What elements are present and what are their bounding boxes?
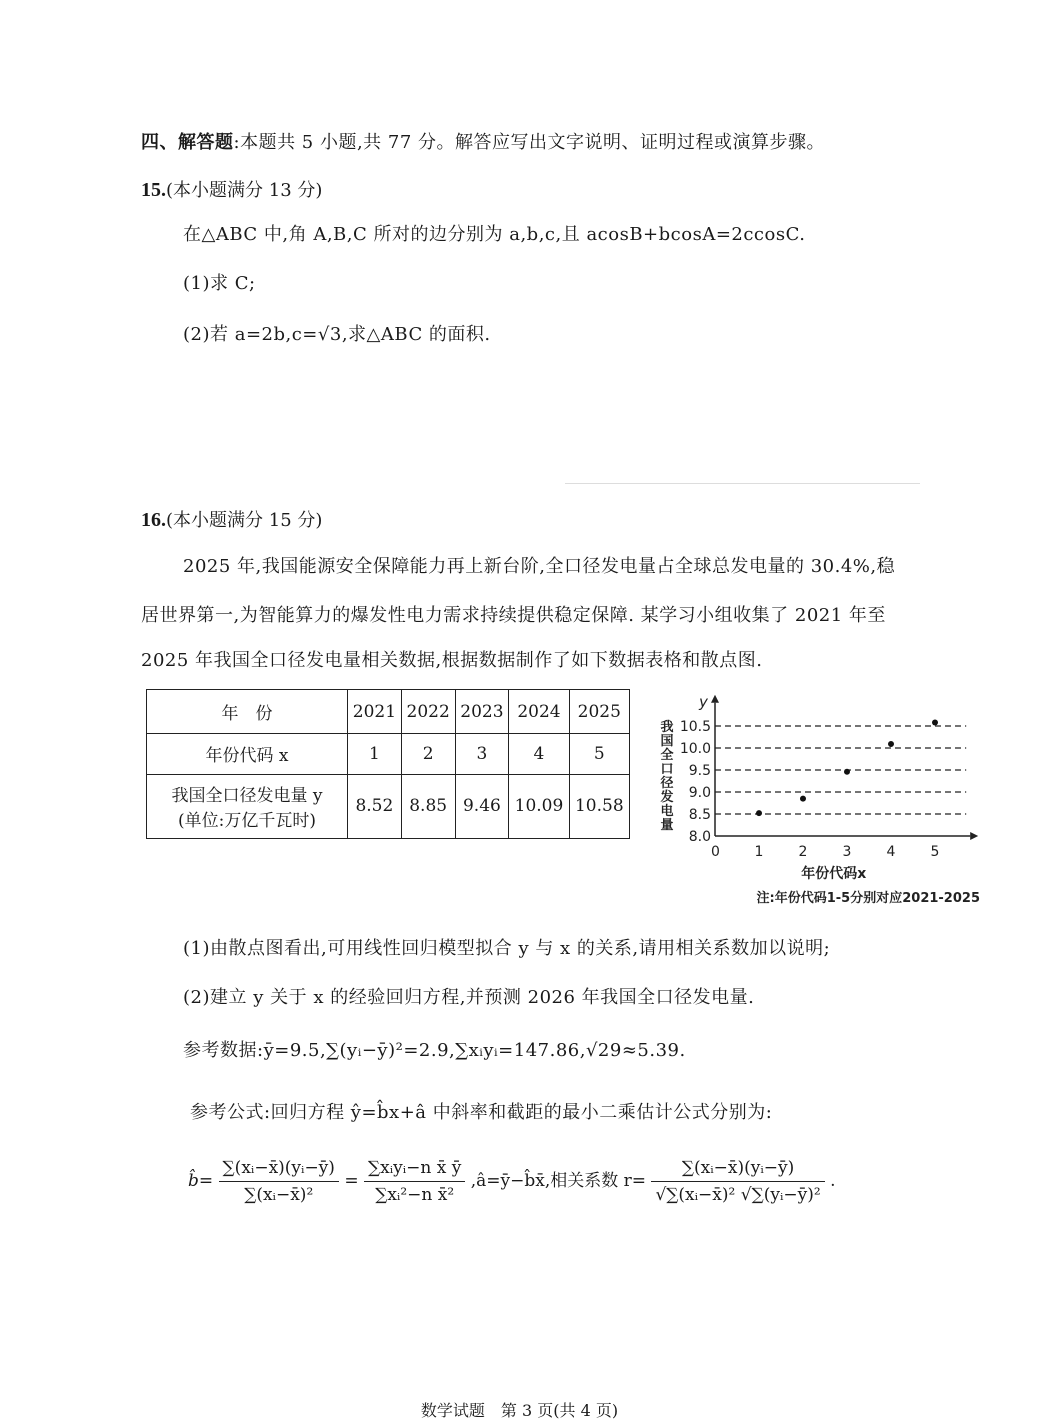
- scatter-chart: [645, 682, 990, 912]
- formula-num-2: ∑xᵢyᵢ−n x̄ ȳ: [364, 1158, 465, 1182]
- table-row-years: [147, 690, 630, 734]
- formula-fraction-1: [219, 1158, 339, 1205]
- origin-label: 0: [711, 844, 720, 860]
- formula-fraction-r: [651, 1158, 824, 1205]
- q15-score: (本小题满分 13 分): [166, 180, 323, 201]
- table-cell: 2023: [455, 690, 509, 734]
- x-tick-label: 5: [930, 844, 940, 860]
- q16-number: 16.: [141, 509, 166, 531]
- chart-xlabel: 年份代码x: [801, 866, 867, 882]
- y-axis-name: y: [699, 692, 708, 711]
- table-header-value: [147, 774, 348, 838]
- page-footer: 数学试题 第 3 页(共 4 页): [420, 1401, 619, 1420]
- y-axis-arrow: [711, 695, 719, 703]
- q16-score: (本小题满分 15 分): [166, 510, 323, 531]
- formula-fraction-2: [364, 1158, 465, 1205]
- x-tick-label: 2: [798, 844, 808, 860]
- table-header-code: 年份代码 x: [147, 734, 348, 774]
- table-header-value-line2: (单位:万亿千瓦时): [178, 811, 316, 832]
- formula-end: .: [830, 1171, 836, 1191]
- formula-num-1: ∑(xᵢ−x̄)(yᵢ−ȳ): [219, 1158, 339, 1182]
- table-cell: 10.58: [569, 774, 629, 838]
- q15-part1: (1)求 C;: [183, 273, 256, 294]
- formula-den-1: ∑(xᵢ−x̄)²: [244, 1185, 314, 1205]
- table-row-values: [147, 774, 630, 838]
- q16-header: [141, 506, 322, 532]
- table-cell: 4: [509, 734, 569, 774]
- y-tick-label: 9.0: [688, 785, 711, 801]
- q16-para3: 2025 年我国全口径发电量相关数据,根据数据制作了如下数据表格和散点图.: [141, 650, 763, 671]
- divider-line: [565, 483, 920, 484]
- formula-block: [188, 1158, 835, 1205]
- formula-den-2: ∑xᵢ²−n x̄²: [375, 1185, 455, 1205]
- formula-den-r: √∑(xᵢ−x̄)² √∑(yᵢ−ȳ)²: [655, 1185, 821, 1205]
- data-points: [756, 719, 938, 816]
- data-point: [932, 719, 938, 725]
- table-row-codes: [147, 734, 630, 774]
- table-cell: 8.52: [348, 774, 402, 838]
- q15-stem: 在△ABC 中,角 A,B,C 所对的边分别为 a,b,c,且 acosB+bcosA=2ccosC.: [183, 224, 806, 245]
- q16-ref-data: 参考数据:ȳ=9.5,∑(yᵢ−ȳ)²=2.9,∑xᵢyᵢ=147.86,√29≈5.39.: [183, 1040, 686, 1061]
- formula-b-hat: b̂=: [188, 1171, 214, 1191]
- q15-part2: (2)若 a=2b,c=√3,求△ABC 的面积.: [183, 324, 491, 345]
- y-tick-label: 8.0: [688, 829, 711, 845]
- table-cell: 10.09: [509, 774, 569, 838]
- table-cell: 2022: [401, 690, 455, 734]
- q15-header: [141, 176, 322, 202]
- table-header-year: 年 份: [147, 690, 348, 734]
- section-desc: :本题共 5 小题,共 77 分。解答应写出文字说明、证明过程或演算步骤。: [233, 132, 826, 153]
- section-title: 四、解答题: [141, 132, 234, 153]
- q16-ref-formula: 参考公式:回归方程 ŷ=b̂x+â 中斜率和截距的最小二乘估计公式分别为:: [190, 1102, 773, 1123]
- data-point: [756, 810, 762, 816]
- x-tick-label: 1: [754, 844, 764, 860]
- q16-part1: (1)由散点图看出,可用线性回归模型拟合 y 与 x 的关系,请用相关系数加以说明;: [183, 938, 831, 959]
- y-tick-label: 10.0: [679, 741, 711, 757]
- chart-note: 注:年份代码1-5分别对应2021-2025: [756, 891, 980, 906]
- q16-part2: (2)建立 y 关于 x 的经验回归方程,并预测 2026 年我国全口径发电量.: [183, 987, 755, 1008]
- y-tick-label: 9.5: [688, 763, 711, 779]
- gridlines: [715, 726, 966, 814]
- data-point: [844, 769, 850, 775]
- table-cell: 8.85: [401, 774, 455, 838]
- y-tick-label: 8.5: [688, 807, 711, 823]
- table-cell: 3: [455, 734, 509, 774]
- table-cell: 5: [569, 734, 629, 774]
- table-cell: 2021: [348, 690, 402, 734]
- formula-eq: =: [344, 1171, 359, 1191]
- table-cell: 2024: [509, 690, 569, 734]
- formula-a-hat: ,â=ȳ−b̂x̄,相关系数 r=: [470, 1171, 647, 1191]
- x-axis-arrow: [970, 832, 978, 840]
- x-tick-label: 4: [886, 844, 896, 860]
- q15-number: 15.: [141, 179, 166, 201]
- chart-ylabel: 我国全口径发电量: [657, 719, 673, 832]
- x-tick-label: 3: [842, 844, 852, 860]
- y-tick-label: 10.5: [679, 719, 711, 735]
- data-point: [800, 796, 806, 802]
- data-point: [888, 741, 894, 747]
- formula-num-r: ∑(xᵢ−x̄)(yᵢ−ȳ): [651, 1158, 824, 1182]
- x-tick-labels: [755, 844, 940, 860]
- q16-para2: 居世界第一,为智能算力的爆发性电力需求持续提供稳定保障. 某学习小组收集了 2021 年至: [141, 605, 886, 626]
- table-cell: 9.46: [455, 774, 509, 838]
- table-cell: 2025: [569, 690, 629, 734]
- q16-para1: 2025 年,我国能源安全保障能力再上新台阶,全口径发电量占全球总发电量的 30.4%,稳: [183, 556, 896, 577]
- section-heading: [141, 128, 825, 154]
- table-cell: 1: [348, 734, 402, 774]
- table-header-value-line1: 我国全口径发电量 y: [171, 786, 323, 807]
- table-cell: 2: [401, 734, 455, 774]
- data-table: [146, 689, 630, 839]
- y-tick-labels: [680, 719, 711, 845]
